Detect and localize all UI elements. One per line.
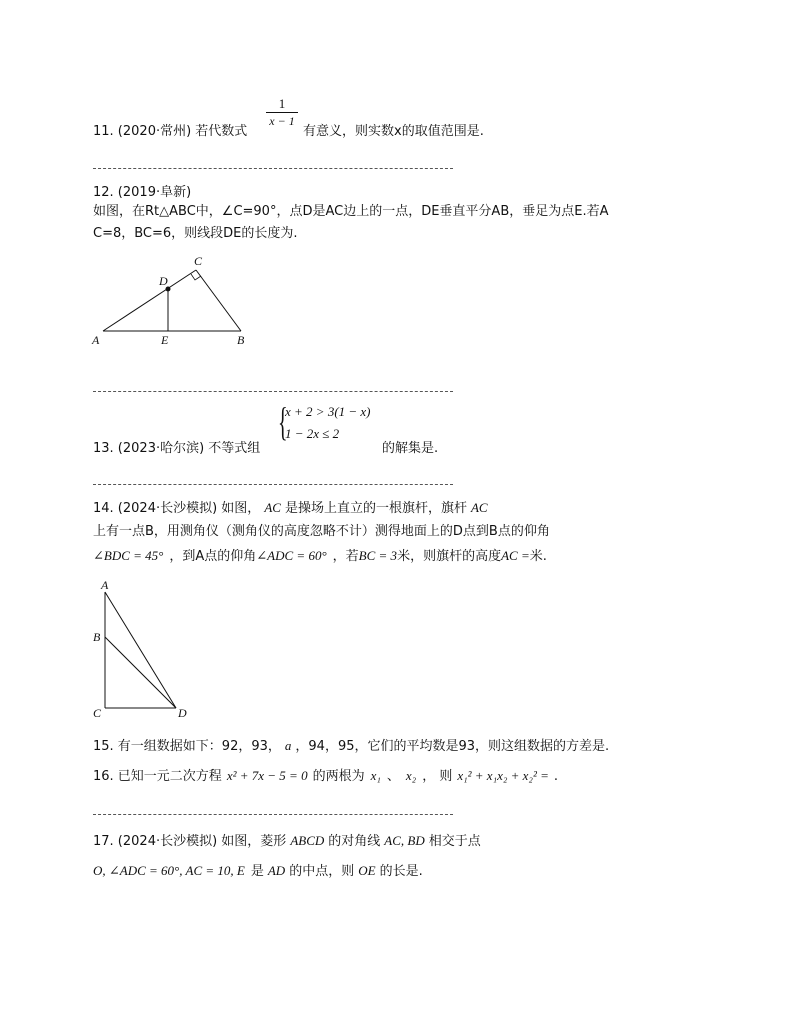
- q11-prefix: 11. (2020·常州) 若代数式: [93, 124, 248, 139]
- q14-line3: [93, 545, 547, 564]
- q13-prefix: 13. (2023·哈尔滨) 不等式组: [93, 441, 261, 456]
- q17-line1: [93, 830, 481, 849]
- separator-line: [93, 391, 453, 392]
- q13-suffix: 的解集是.: [382, 441, 439, 456]
- q14-line1: [93, 497, 488, 516]
- q16-mid1: 的两根为: [312, 769, 365, 784]
- q17-line1-b: 的对角线: [328, 834, 381, 849]
- q12-label-c: C: [194, 254, 203, 268]
- q12-head: 12. (2019·阜新): [93, 185, 192, 200]
- q15-text-b: ，94，95，它们的平均数是93，则这组数据的方差是.: [295, 739, 610, 754]
- q15-text: [93, 735, 609, 754]
- q16-mid2: ， 则: [422, 769, 453, 784]
- q14-line1-b: 是操场上直立的一根旗杆，旗杆: [284, 501, 467, 516]
- q11-fraction: [266, 96, 298, 129]
- q16-equation: x² + 7x − 5 = 0: [226, 768, 308, 783]
- q14-line-bd: [105, 637, 176, 708]
- q16-root-x1: x₁: [370, 768, 381, 783]
- q17-conditions: O, ∠ADC = 60°, AC = 10, E: [93, 863, 245, 878]
- q11-frac-bar: [266, 112, 298, 113]
- q16-expression: x₁² + x₁x₂ + x₂² =: [457, 768, 549, 783]
- q12-label-d: D: [159, 274, 168, 288]
- q12-label-b: B: [237, 333, 245, 347]
- q14-ac-2: AC: [470, 500, 488, 515]
- q14-line-ad: [105, 592, 176, 708]
- q14-line3-a: ，到A点的仰角: [169, 549, 257, 564]
- q14-ac-1: AC: [264, 500, 281, 515]
- q16-end: .: [553, 769, 559, 784]
- q12-triangle-figure: [85, 252, 255, 352]
- q14-line3-c: 米，则旗杆的高度: [397, 549, 502, 564]
- q16-prefix: 16. 已知一元二次方程: [93, 769, 222, 784]
- q14-ac-value: AC =: [501, 548, 530, 563]
- q14-label-c: C: [93, 706, 102, 720]
- q12-line1: 如图，在Rt△ABC中，∠C=90°，点D是AC边上的一点，DE垂直平分AB，垂足为点E.若A: [93, 204, 609, 219]
- q12-label-a: A: [92, 333, 100, 347]
- q17-segment-ad: AD: [267, 863, 286, 878]
- q13-inequality-1: x + 2 > 3(1 − x): [285, 404, 371, 419]
- q15-variable-a: a: [284, 738, 292, 753]
- separator-line: [93, 484, 453, 485]
- q16-root-x2: x₂: [405, 768, 417, 783]
- q17-rhombus-abcd: ABCD: [290, 833, 325, 848]
- q12-label-e: E: [161, 333, 169, 347]
- q14-line3-d: 米.: [529, 549, 547, 564]
- q17-diagonals: AC, BD: [384, 833, 425, 848]
- q17-line1-c: 相交于点: [428, 834, 481, 849]
- q14-line1-a: 14. (2024·长沙模拟) 如图，: [93, 501, 261, 516]
- q17-line2: [93, 860, 423, 879]
- q11-suffix: 有意义，则实数x的取值范围是.: [303, 124, 484, 139]
- q11-frac-denominator: x − 1: [269, 114, 295, 128]
- q17-segment-oe: OE: [358, 863, 376, 878]
- q14-bc-value: BC = 3: [358, 548, 398, 563]
- q17-line2-c: 的长是.: [379, 864, 423, 879]
- q14-angle-bdc: ∠BDC = 45°: [93, 548, 164, 563]
- q12-side-bc: [196, 270, 241, 331]
- q13-inequality-2: 1 − 2x ≤ 2: [285, 426, 340, 441]
- q12-line2: C=8，BC=6，则线段DE的长度为.: [93, 226, 298, 241]
- q14-line2: 上有一点B，用测角仪（测角仪的高度忽略不计）测得地面上的D点到B点的仰角: [93, 524, 550, 539]
- separator-line: [93, 168, 453, 169]
- q16-sep: 、: [386, 769, 400, 784]
- separator-line: [93, 814, 453, 815]
- q17-line1-a: 17. (2024·长沙模拟) 如图，菱形: [93, 834, 287, 849]
- q17-line2-a: 是: [250, 864, 264, 879]
- q14-line3-b: ，若: [332, 549, 359, 564]
- q14-label-a: A: [101, 578, 109, 592]
- q16-text: [93, 765, 558, 784]
- q17-line2-b: 的中点，则: [289, 864, 355, 879]
- q15-text-a: 15. 有一组数据如下：92，93，: [93, 739, 281, 754]
- q14-angle-adc: ∠ADC = 60°: [256, 548, 327, 563]
- q13-brace: {: [278, 399, 288, 444]
- q12-side-ac: [103, 270, 196, 331]
- q14-flagpole-figure: [88, 578, 198, 720]
- q14-label-b: B: [93, 630, 101, 644]
- q11-frac-numerator: 1: [278, 96, 286, 111]
- q14-label-d: D: [178, 706, 187, 720]
